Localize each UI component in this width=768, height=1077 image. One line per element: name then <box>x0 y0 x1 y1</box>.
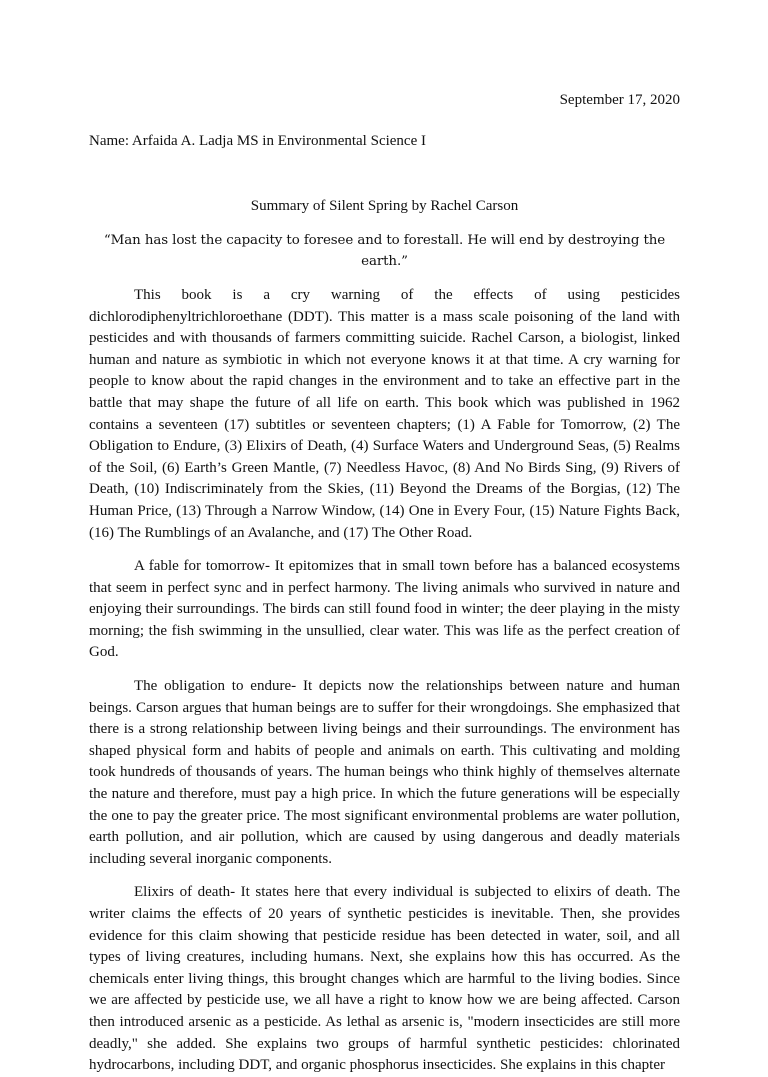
paragraph-introduction: This book is a cry warning of the effects of using pesticides dichlorodiphenyltrichloroethane (DDT). This matter is a mass scale poisoning of the land with pesticides and with thousands of farmers committing suicide. Rachel Carson, a biologist, linked human and nature as symbiotic in which not everyone knows it at that time. A cry warning for people to know about the rapid changes in the environment and to take an effective part in the battle that may shape the future of all life on earth. This book which was published in 1962 contains a seventeen (17) subtitles or seventeen chapters; (1) A Fable for Tomorrow, (2) The Obligation to Endure, (3) Elixirs of Death, (4) Surface Waters and Underground Seas, (5) Realms of the Soil, (6) Earth’s Green Mantle, (7) Needless Havoc, (8) And No Birds Sing, (9) Rivers of Death, (10) Indiscriminately from the Skies, (11) Beyond the Dreams of the Borgias, (12) The Human Price, (13) Through a Narrow Window, (14) One in Every Four, (15) Nature Fights Back, (16) The Rumblings of an Avalanche, and (17) The Other Road. <box>89 286 680 541</box>
paragraph-elixirs-of-death: Elixirs of death- It states here that every individual is subjected to elixirs of death. The writer claims the effects of 20 years of synthetic pesticides is inevitable. Then, she provides evidence for this claim showing that pesticide residue has been detected in water, soil, and all types of living creatures, including humans. Next, she explains how this has occurred. As the chemicals enter living things, this brought changes which are harmful to the living bodies. Since we are affected by pesticide use, we all have a right to know how we are being affected. Carson then introduced arsenic as a pesticide. As lethal as arsenic is, "modern insecticides are still more deadly," she added. She explains two groups of harmful synthetic pesticides: chlorinated hydrocarbons, including DDT, and organic phosphorus insecticides. She explains in this chapter <box>89 884 680 1074</box>
paragraph-fable-for-tomorrow: A fable for tomorrow- It epitomizes that in small town before has a balanced ecosystems that seem in perfect sync and in perfect harmony. The living animals who survived in nature and enjoying their surroundings. The birds can still found food in winter; the deer playing in the misty morning; the fish swimming in the unsullied, clear water. This was life as the perfect creation of God. <box>89 558 680 661</box>
paragraph-obligation-to-endure: The obligation to endure- It depicts now the relationships between nature and human beings. Carson argues that human beings are to suffer for their wrongdoings. She emphasized that there is a strong relationship between living beings and their surroundings. The environment has shaped physical form and habits of people and animals on earth. This cultivating and molding took hundreds of thousands of years. The human beings who think highly of themselves alternate the nature and therefore, must pay a high price. In which the future generations will be especially the one to pay the greater price. The most significant environmental problems are water pollution, earth pollution, and air pollution, which are caused by using dangerous and deadly materials including several inorganic components. <box>89 678 680 867</box>
author-name-line: Name: Arfaida A. Ladja MS in Environmental Science I <box>89 132 426 149</box>
document-title: Summary of Silent Spring by Rachel Carson <box>250 198 519 215</box>
document-body <box>89 90 680 1077</box>
document-date: September 17, 2020 <box>559 92 680 108</box>
epigraph-quote: “Man has lost the capacity to foresee and to forestall. He will end by destroying the earth.” <box>103 232 666 270</box>
